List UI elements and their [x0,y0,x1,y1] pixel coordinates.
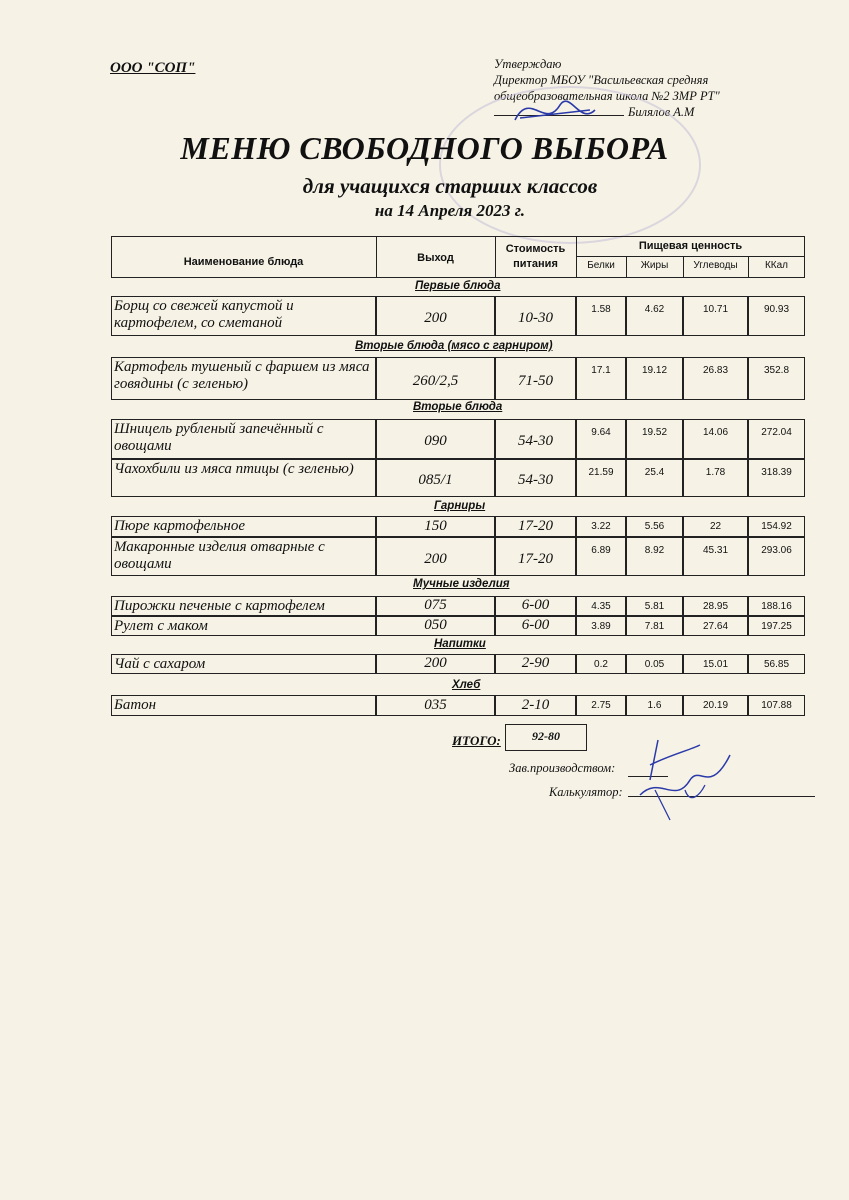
cell-kcal: 107.88 [761,700,792,711]
cell-price: 10-30 [518,310,553,326]
cell-proteins: 1.58 [591,304,611,315]
cell-output: 090 [424,433,447,449]
header-output: Выход [417,252,454,264]
cell-kcal: 56.85 [763,659,790,670]
cell-proteins: 3.89 [591,621,611,632]
cell-fats: 0.05 [644,659,665,670]
cell-kcal: 154.92 [761,521,792,532]
table-cell-border [683,296,748,336]
header-nutrition: Пищевая ценность [638,240,743,252]
cell-output: 200 [424,550,447,567]
cell-name: Пюре картофельное [114,518,245,534]
page-title: МЕНЮ СВОБОДНОГО ВЫБОРА [180,130,669,166]
table-cell-border [683,357,748,400]
cell-kcal: 352.8 [763,365,790,376]
signature-mark [630,735,740,825]
table-cell-border [683,419,748,459]
cell-carbs: 27.64 [702,621,729,632]
page-subtitle: для учащихся старших классов [302,174,598,198]
cell-price: 6-00 [521,597,550,613]
menu-date: на 14 Апреля 2023 г. [374,201,526,220]
cell-output: 150 [424,517,447,534]
table-cell-border [748,537,805,576]
section-title: Первые блюда [415,280,501,292]
table-cell-border [576,459,626,497]
cell-output: 260/2,5 [412,372,459,389]
cell-carbs: 22 [709,521,722,532]
header-kcal: ККал [764,260,789,271]
table-cell-border [626,296,683,336]
cell-name: Пирожки печеные с картофелем [114,598,325,614]
cell-name: Картофель тушеный с фаршем из мяса говядины (с зеленью) [114,359,370,392]
cell-carbs: 26.83 [702,365,729,376]
cell-proteins: 2.75 [591,700,611,711]
cell-price: 54-30 [518,433,553,449]
cell-name: Борщ со свежей капустой и картофелем, со сметаной [114,298,294,331]
cell-carbs: 15.01 [702,659,729,670]
cell-proteins: 3.22 [591,521,611,532]
cell-name: Макаронные изделия отварные с овощами [114,539,325,572]
cell-carbs: 1.78 [705,467,726,478]
cell-kcal: 318.39 [761,467,792,478]
calculator-label: Калькулятор: [549,785,623,799]
cell-proteins: 4.35 [591,601,611,612]
cell-name: Чай с сахаром [114,656,206,672]
cell-fats: 8.92 [644,545,665,556]
section-title: Вторые блюда [413,401,503,413]
cell-output: 075 [424,597,447,613]
section-title: Гарниры [434,500,486,512]
table-cell-border [683,459,748,497]
cell-price: 17-20 [518,550,553,567]
cell-fats: 5.56 [644,521,665,532]
cell-carbs: 20.19 [702,700,729,711]
cell-fats: 1.6 [647,700,662,711]
cell-carbs: 28.95 [702,601,729,612]
cell-name: Чахохбили из мяса птицы (с зеленью) [114,461,354,477]
total-value: 92-80 [505,724,587,751]
production-label: Зав.производством: [509,761,616,775]
header-name: Наименование блюда [183,256,304,268]
cell-fats: 25.4 [644,467,665,478]
table-cell-border [626,537,683,576]
total-label: ИТОГО: [452,733,501,748]
cell-output: 035 [424,696,447,713]
header-fats: Жиры [640,260,669,271]
organization-name: ООО "СОП" [110,60,196,76]
section-title: Мучные изделия [413,578,510,590]
table-cell-border [683,537,748,576]
cell-proteins: 9.64 [591,427,611,438]
cell-name: Шницель рубленый запечённый с овощами [114,421,324,454]
cell-carbs: 14.06 [702,427,729,438]
section-title: Хлеб [452,679,481,691]
table-cell-border [576,419,626,459]
section-title: Напитки [434,638,486,650]
cell-price: 71-50 [518,372,553,389]
table-cell-border [576,296,626,336]
cell-fats: 5.81 [644,601,665,612]
section-title: Вторые блюда (мясо с гарниром) [355,340,553,352]
cell-price: 17-20 [518,517,553,534]
cell-proteins: 17.1 [591,365,611,376]
cell-proteins: 6.89 [591,545,611,556]
cell-fats: 7.81 [644,621,665,632]
cell-carbs: 45.31 [702,545,729,556]
cell-name: Рулет с маком [114,618,208,634]
cell-output: 200 [424,310,447,326]
table-cell-border [748,296,805,336]
cell-kcal: 90.93 [763,304,790,315]
signer-name: Билялов А.М [628,105,695,119]
table-cell-border [626,459,683,497]
table-cell-border [748,357,805,400]
cell-fats: 4.62 [644,304,665,315]
cell-proteins: 21.59 [588,467,614,478]
header-carbs: Углеводы [693,260,738,271]
cell-price: 6-00 [521,617,550,633]
approval-line: Директор МБОУ "Васильевская средняя [494,73,709,87]
table-cell-border [576,357,626,400]
cell-output: 050 [424,617,447,633]
cell-name: Батон [114,697,157,713]
table-cell-border [748,459,805,497]
table-cell-border [576,537,626,576]
cell-kcal: 293.06 [761,545,792,556]
cell-kcal: 272.04 [761,427,792,438]
cell-output: 200 [424,655,447,671]
table-cell-border [626,357,683,400]
cell-price: 2-10 [521,696,550,713]
table-cell-border [626,419,683,459]
cell-price: 2-90 [521,655,550,671]
cell-carbs: 10.71 [702,304,729,315]
header-proteins: Белки [587,260,615,271]
cell-kcal: 188.16 [761,601,792,612]
approval-line: общеобразовательная школа №2 ЗМР РТ" [494,89,720,103]
header-cost-2: питания [513,258,558,270]
cell-price: 54-30 [518,472,553,488]
cell-fats: 19.52 [641,427,668,438]
table-cell-border [748,419,805,459]
header-cost-1: Стоимость [505,243,566,255]
cell-fats: 19.12 [641,365,668,376]
cell-kcal: 197.25 [761,621,792,632]
cell-output: 085/1 [418,472,453,488]
cell-proteins: 0.2 [594,659,608,670]
approval-line: Утверждаю [494,57,562,71]
